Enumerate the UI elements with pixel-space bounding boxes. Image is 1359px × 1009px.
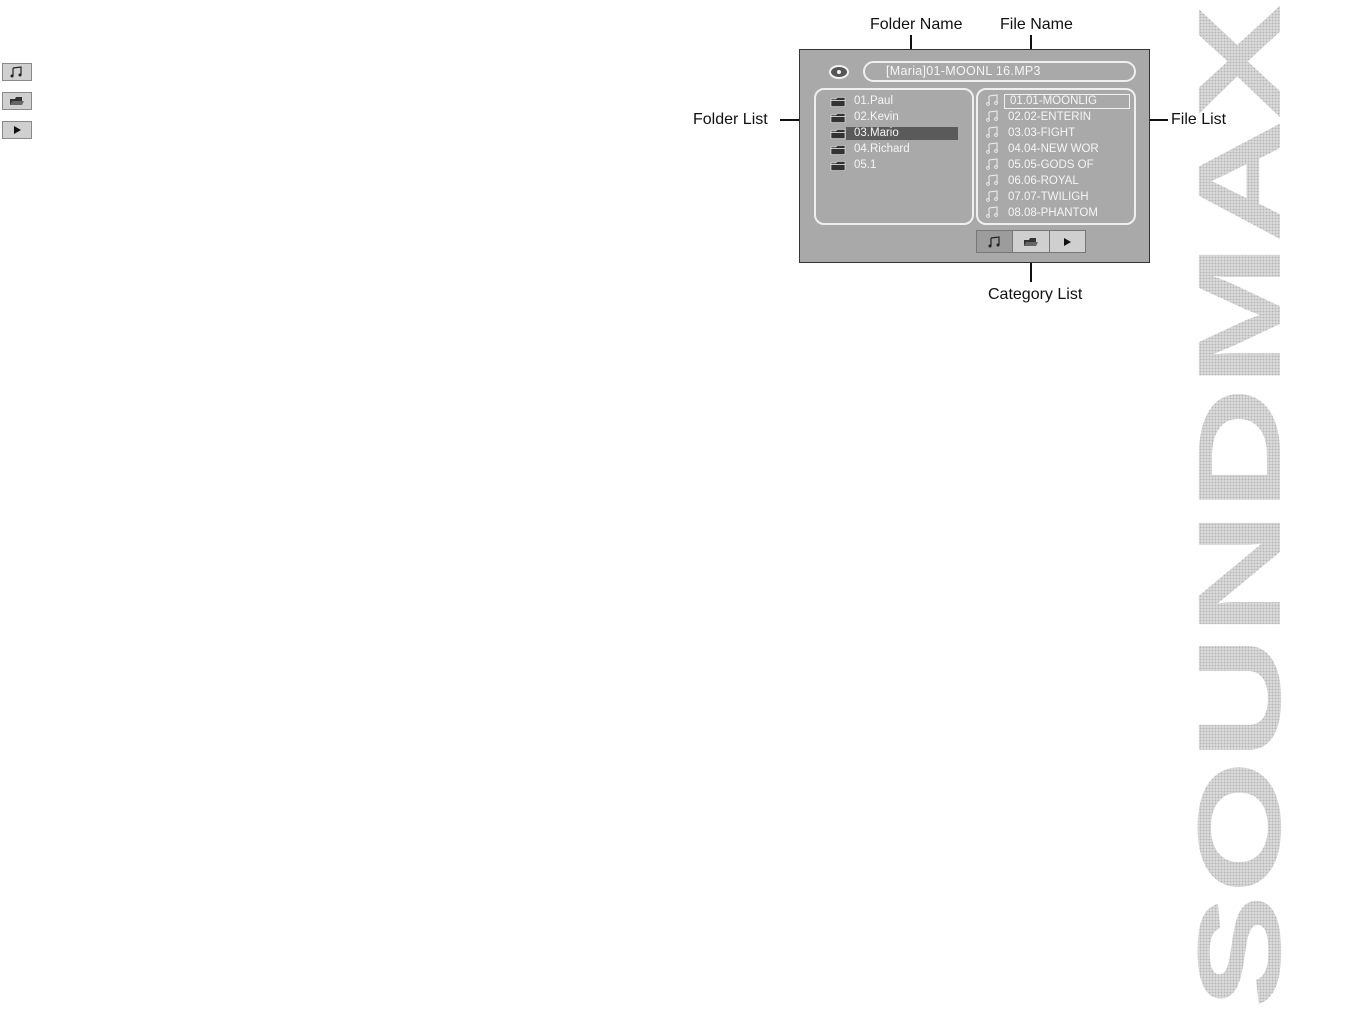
player-screen xyxy=(799,49,1150,263)
file-item[interactable] xyxy=(986,159,1100,172)
folder-icon xyxy=(830,113,846,123)
legend-music-icon xyxy=(2,63,32,81)
music-note-icon xyxy=(986,158,1000,173)
file-item-label: 08.08-PHANTOM xyxy=(1008,207,1098,219)
file-item-label: 03.03-FIGHT xyxy=(1008,127,1076,139)
file-name-label: File Name xyxy=(1000,16,1073,33)
folder-icon xyxy=(830,161,846,171)
category-folder-icon[interactable] xyxy=(1013,231,1049,252)
file-item[interactable] xyxy=(986,207,1104,220)
music-note-icon xyxy=(986,142,1000,157)
folder-icon xyxy=(830,129,846,139)
music-note-icon xyxy=(986,190,1000,205)
category-list xyxy=(976,230,1086,253)
file-item[interactable] xyxy=(986,143,1105,156)
folder-item-label: 02.Kevin xyxy=(854,111,899,123)
folder-item[interactable] xyxy=(830,111,905,124)
folder-item-label: 04.Richard xyxy=(854,143,910,155)
music-note-icon xyxy=(986,174,1000,189)
category-list-label: Category List xyxy=(988,286,1083,303)
file-item[interactable] xyxy=(986,127,1081,140)
category-play-icon[interactable] xyxy=(1050,231,1085,252)
file-list-label: File List xyxy=(1171,111,1227,128)
file-item-label: 01.01-MOONLIG xyxy=(1004,94,1130,109)
file-item-label: 05.05-GODS OF xyxy=(1008,159,1094,171)
folder-icon xyxy=(830,145,846,155)
svg-text:SOUNDMAX: SOUNDMAX xyxy=(1174,320,1306,1009)
folder-item[interactable] xyxy=(830,127,958,140)
legend-folder-icon xyxy=(2,92,32,110)
file-item[interactable] xyxy=(986,175,1085,188)
file-list xyxy=(976,88,1136,225)
file-item-label: 07.07-TWILIGH xyxy=(1008,191,1089,203)
file-item-label: 04.04-NEW WOR xyxy=(1008,143,1099,155)
category-music-icon[interactable] xyxy=(977,231,1013,252)
file-item-label: 02.02-ENTERIN xyxy=(1008,111,1092,123)
music-note-icon xyxy=(986,126,1000,141)
folder-item-label: 03.Mario xyxy=(846,127,958,140)
file-item[interactable] xyxy=(986,111,1097,124)
file-item[interactable] xyxy=(986,191,1095,204)
disc-icon xyxy=(829,65,849,79)
folder-list-label: Folder List xyxy=(693,111,768,128)
current-file-title: [Maria]01-MOONL 16.MP3 xyxy=(863,61,1136,82)
folder-item[interactable] xyxy=(830,95,899,108)
folder-item[interactable] xyxy=(830,143,916,156)
file-item-label: 06.06-ROYAL xyxy=(1008,175,1079,187)
folder-name-label: Folder Name xyxy=(870,16,963,33)
music-note-icon xyxy=(986,206,1000,221)
legend-play-icon xyxy=(2,121,32,139)
folder-list xyxy=(814,88,974,225)
file-item[interactable] xyxy=(986,95,1130,108)
folder-icon xyxy=(830,97,846,107)
folder-item[interactable] xyxy=(830,159,882,172)
music-note-icon xyxy=(986,94,1000,109)
folder-item-label: 01.Paul xyxy=(854,95,894,107)
folder-item-label: 05.1 xyxy=(854,159,877,171)
music-note-icon xyxy=(986,110,1000,125)
